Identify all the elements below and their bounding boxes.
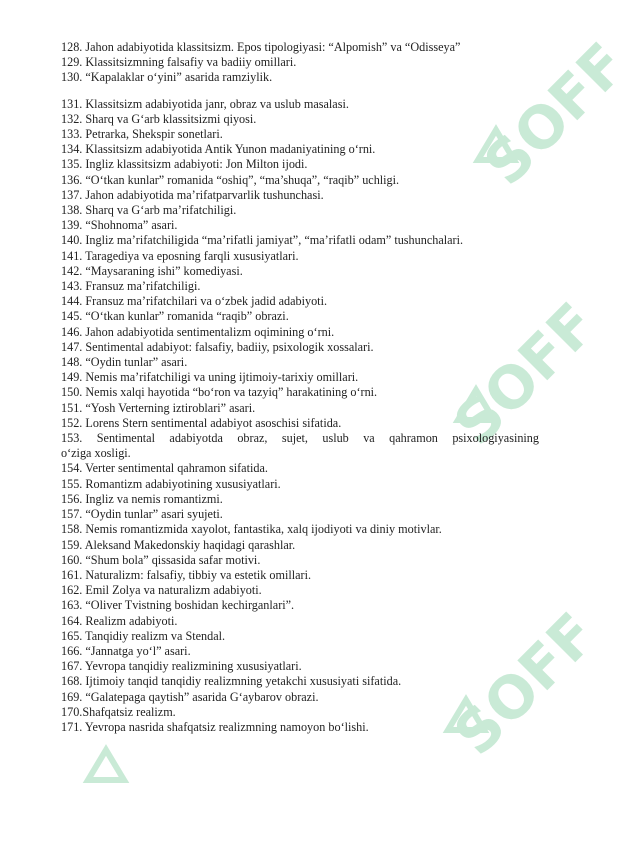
list-item: 142. “Maysaraning ishi” komediyasi.	[61, 263, 243, 278]
list-item: 163. “Oliver Tvistning boshidan kechirganlari”.	[61, 598, 295, 613]
list-item: 156. Ingliz va nemis romantizmi.	[61, 491, 223, 506]
list-item: 135. Ingliz klassitsizm adabiyoti: Jon Milton ijodi.	[61, 157, 308, 172]
list-item-continuation: o‘ziga xosligi.	[61, 446, 131, 461]
list-item: 168. Ijtimoiy tanqid tanqidiy realizmning yetakchi xususiyati sifatida.	[61, 674, 402, 689]
list-item: 131. Klassitsizm adabiyotida janr, obraz va uslub masalasi.	[61, 96, 349, 111]
list-item: 148. “Oydin tunlar” asari.	[61, 355, 188, 370]
list-item: 167. Yevropa tanqidiy realizmining xususiyatlari.	[61, 659, 302, 674]
watermark-text: SOFF	[440, 289, 610, 459]
list-item: 150. Nemis xalqi hayotida “bo‘ron va tazyiq” harakatining o‘rni.	[61, 385, 378, 400]
list-item: 143. Fransuz ma’rifatchiligi.	[61, 279, 201, 294]
list-item: 129. Klassitsizmning falsafiy va badiiy omillari.	[61, 55, 297, 70]
list-item: 137. Jahon adabiyotida ma’rifatparvarlik tushunchasi.	[61, 187, 324, 202]
list-item: 145. “O‘tkan kunlar” romanida “raqib” obrazi.	[61, 309, 289, 324]
list-item: 157. “Oydin tunlar” asari syujeti.	[61, 507, 223, 522]
list-item: 139. “Shohnoma” asari.	[61, 218, 178, 233]
list-item: 166. “Jannatga yo‘l” asari.	[61, 643, 191, 658]
list-item: 140. Ingliz ma’rifatchiligida “ma’rifatli jamiyat”, “ma’rifatli odam” tushunchalari.	[61, 233, 464, 248]
watermark-text: SOFF	[470, 29, 639, 199]
list-item: 159. Aleksand Makedonskiy haqidagi qarashlar.	[61, 537, 296, 552]
list-item: 136. “O‘tkan kunlar” romanida “oshiq”, “ma’shuqa”, “raqib” uchligi.	[61, 172, 400, 187]
list-item: 160. “Shum bola” qissasida safar motivi.	[61, 552, 261, 567]
list-item: 162. Emil Zolya va naturalizm adabiyoti.	[61, 583, 262, 598]
list-item: 132. Sharq va G‘arb klassitsizmi qiyosi.	[61, 111, 257, 126]
list-item: 130. “Kapalaklar o‘yini” asarida ramziylik.	[61, 70, 273, 85]
list-item: 138. Sharq va G‘arb ma’rifatchiligi.	[61, 203, 237, 218]
list-item: 171. Yevropa nasrida shafqatsiz realizmning namoyon bo‘lishi.	[61, 719, 369, 734]
list-item: 134. Klassitsizm adabiyotida Antik Yunon madaniyatining o‘rni.	[61, 142, 376, 157]
list-item: 170.Shafqatsiz realizm.	[61, 704, 176, 719]
list-item: 169. “Galatepaga qaytish” asarida G‘aybarov obrazi.	[61, 689, 319, 704]
list-item: 153. Sentimental adabiyotda obraz, sujet, uslub va qahramon psixologiyasining	[61, 431, 539, 446]
list-item: 165. Tanqidiy realizm va Stendal.	[61, 628, 226, 643]
list-item: 144. Fransuz ma’rifatchilari va o‘zbek jadid adabiyoti.	[61, 294, 328, 309]
list-item: 146. Jahon adabiyotida sentimentalizm oqimining o‘rni.	[61, 324, 335, 339]
list-item: 164. Realizm adabiyoti.	[61, 613, 178, 628]
list-item: 161. Naturalizm: falsafiy, tibbiy va estetik omillari.	[61, 567, 312, 582]
list-item: 149. Nemis ma’rifatchiligi va uning ijtimoiy-tarixiy omillari.	[61, 370, 359, 385]
list-item: 141. Taragediya va eposning farqli xususiyatlari.	[61, 248, 299, 263]
list-item: 154. Verter sentimental qahramon sifatida.	[61, 461, 268, 476]
list-item: 151. “Yosh Verterning iztiroblari” asari.	[61, 400, 256, 415]
list-item: 158. Nemis romantizmida xayolot, fantastika, xalq ijodiyoti va diniy motivlar.	[61, 522, 442, 537]
watermark-logo-icon	[80, 740, 132, 792]
list-item: 155. Romantizm adabiyotining xususiyatlari.	[61, 476, 281, 491]
list-item: 133. Petrarka, Shekspir sonetlari.	[61, 127, 223, 142]
list-item: 128. Jahon adabiyotida klassitsizm. Epos tipologiyasi: “Alpomish” va “Odisseya”	[61, 40, 461, 54]
watermark-text: SOFF	[440, 599, 610, 769]
list-item: 147. Sentimental adabiyot: falsafiy, badiiy, psixologik xossalari.	[61, 339, 374, 354]
list-item: 152. Lorens Stern sentimental adabiyot asoschisi sifatida.	[61, 415, 342, 430]
topic-list	[61, 40, 539, 735]
